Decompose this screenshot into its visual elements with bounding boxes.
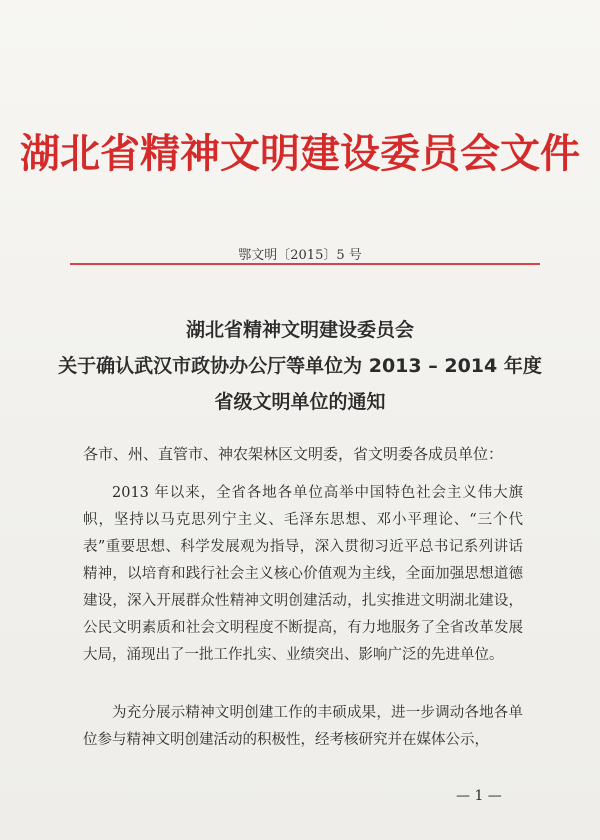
- notice-title: [0, 312, 600, 420]
- document-header-title: 湖北省精神文明建设委员会文件: [20, 131, 580, 177]
- paragraph-text: 为充分展示精神文明创建工作的丰硕成果，进一步调动各地各单位参与精神文明创建活动的积极性，经考核研究并在媒体公示，: [83, 705, 523, 748]
- notice-title-line: 湖北省精神文明建设委员会: [185, 319, 414, 341]
- salutation: 各市、州、直管市、神农架林区文明委，省文明委各成员单位：: [83, 445, 504, 463]
- paragraph-text: 2013 年以来，全省各地各单位高举中国特色社会主义伟大旗帜，坚持以马克思列宁主义、毛泽东思想、邓小平理论、“三个代表”重要思想、科学发展观为指导，深入贯彻习近平总书记系列讲话精神，以培育和践行社会主义核心价值观为主线，全面加强思想道德建设，深入开展群众性精神文明创建活动，扎实推进文明湖北建设，公民文明素质和社会文明程度不断提高，有力地服务了全省改革发展大局，涌现出了一批工作扎实、业绩突出、影响广泛的先进单位。: [83, 485, 523, 663]
- document-number: 鄂文明〔2015〕5 号: [238, 248, 362, 263]
- body-paragraph: [83, 700, 523, 754]
- body-paragraph: [83, 480, 523, 669]
- page-number: — 1 —: [456, 788, 502, 804]
- notice-title-line: 省级文明单位的通知: [214, 391, 386, 413]
- red-separator-line: [70, 263, 540, 265]
- notice-title-line: 关于确认武汉市政协办公厅等单位为 2013 – 2014 年度: [58, 355, 542, 377]
